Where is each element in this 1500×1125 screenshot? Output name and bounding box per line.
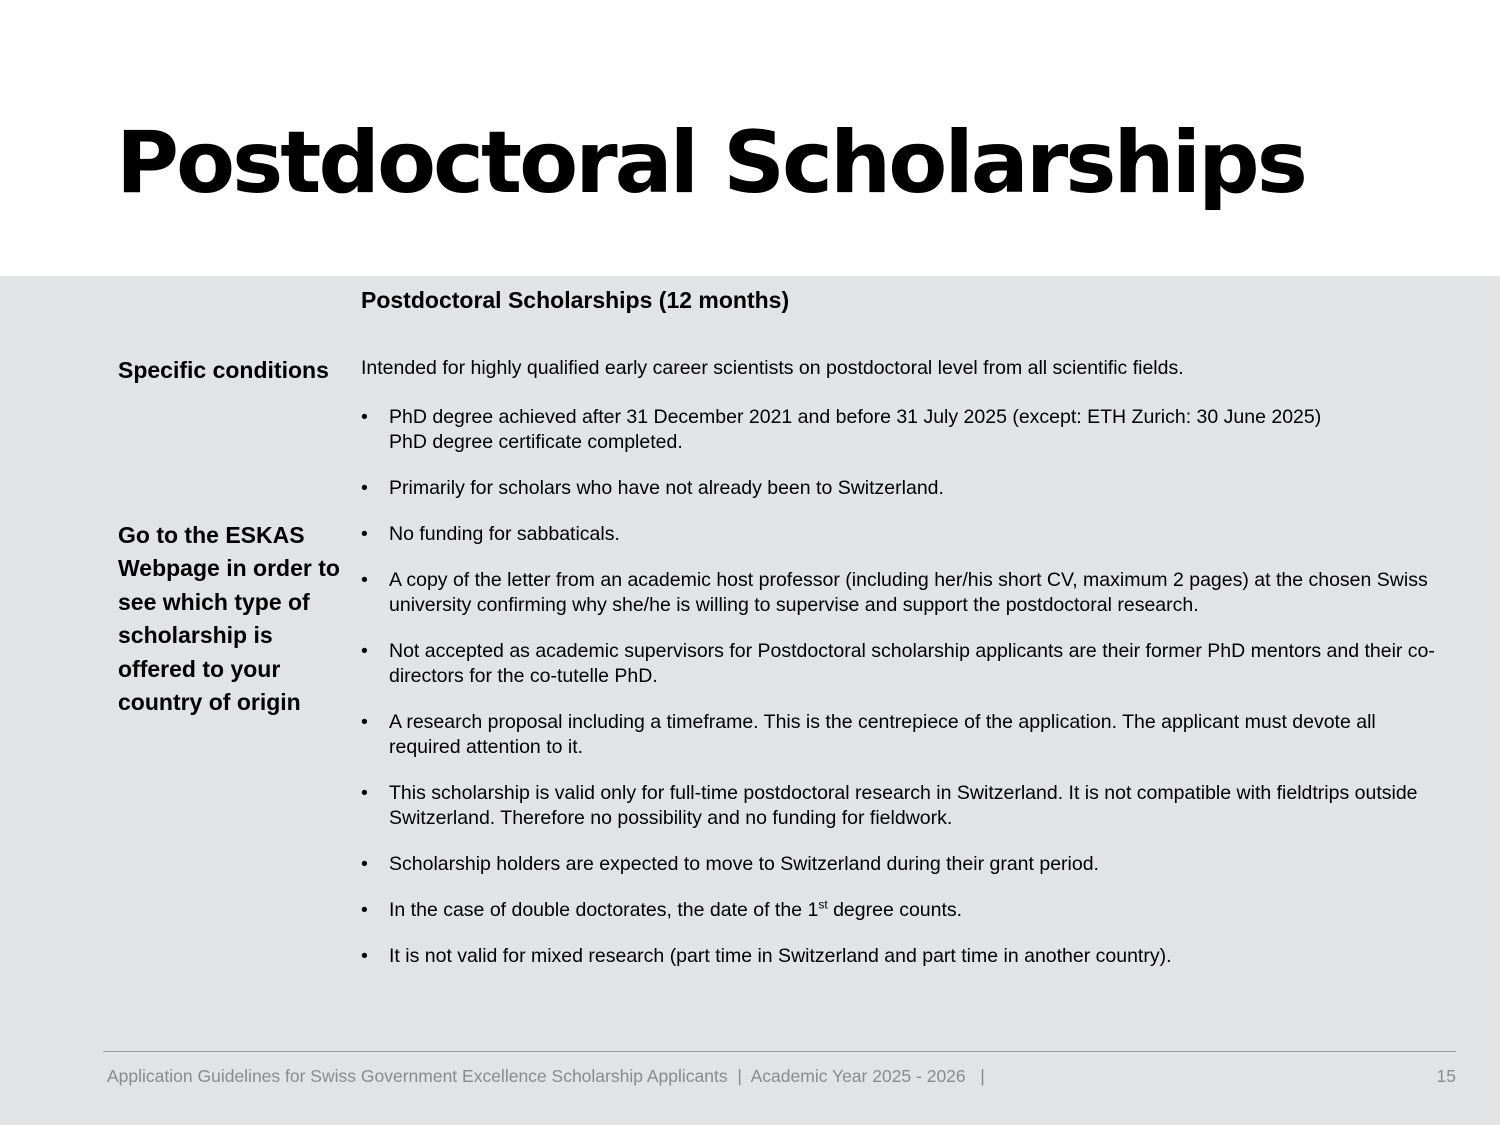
list-item [361,852,1451,877]
bullet-icon: • [361,406,368,428]
bullet-icon: • [361,523,368,545]
bullet-icon: • [361,853,368,875]
list-item [361,781,1451,831]
list-item-text-before: In the case of double doctorates, the date of the 1 [389,899,819,921]
list-item-text: Not accepted as academic supervisors for Postdoctoral scholarship applicants are their former PhD mentors and their co-directors for the co-tutelle PhD. [389,640,1435,687]
list-item [361,898,1451,923]
list-item [361,710,1451,760]
list-item [361,568,1451,618]
eskas-note: Go to the ESKAS Webpage in order to see which type of scholarship is offered to your country of origin [118,522,340,716]
footer-text: Application Guidelines for Swiss Government Excellence Scholarship Applicants | Academic Year 2025 - 2026 | [107,1066,985,1086]
page-number: 15 [1436,1066,1456,1086]
slide-subtitle: Postdoctoral Scholarships (12 months) [361,287,790,313]
list-item-text-after: degree counts. [827,899,963,921]
list-item-text: It is not valid for mixed research (part time in Switzerland and part time in another country). [389,945,1172,967]
conditions-list [361,405,1451,990]
footer-divider [103,1051,1456,1052]
list-item [361,476,1451,501]
slide-title: Postdoctoral Scholarships [116,113,1305,213]
bullet-icon: • [361,945,368,967]
list-item-text: A research proposal including a timeframe. This is the centrepiece of the application. The applicant must devote all required attention to it. [389,711,1376,758]
bullet-icon: • [361,782,368,804]
list-item-text: This scholarship is valid only for full-time postdoctoral research in Switzerland. It is not compatible with fieldtrips outside Switzerland. Therefore no possibility and no funding for fieldwork. [389,782,1418,829]
bullet-icon: • [361,640,368,662]
specific-conditions-label: Specific conditions [118,357,329,383]
title-area [0,0,1500,276]
list-item-text: No funding for sabbaticals. [389,523,620,545]
list-item-text: Primarily for scholars who have not already been to Switzerland. [389,477,944,499]
bullet-icon: • [361,569,368,591]
list-item [361,639,1451,689]
list-item [361,944,1451,969]
list-item-text: Scholarship holders are expected to move to Switzerland during their grant period. [389,853,1099,875]
list-item-text: A copy of the letter from an academic host professor (including her/his short CV, maximum 2 pages) at the chosen Swiss university confirming why she/he is willing to supervise and support the postdoctoral research. [389,569,1428,616]
list-item-text: PhD degree achieved after 31 December 2021 and before 31 July 2025 (except: ETH Zurich: 30 June 2025) [389,406,1322,428]
intro-text: Intended for highly qualified early career scientists on postdoctoral level from all scientific fields. [361,357,1184,379]
list-item [361,522,1451,547]
ordinal-suffix: st [818,897,828,912]
bullet-icon: • [361,477,368,499]
bullet-icon: • [361,899,368,921]
bullet-icon: • [361,711,368,733]
list-item [361,405,1451,455]
list-item-text: PhD degree certificate completed. [389,431,683,453]
